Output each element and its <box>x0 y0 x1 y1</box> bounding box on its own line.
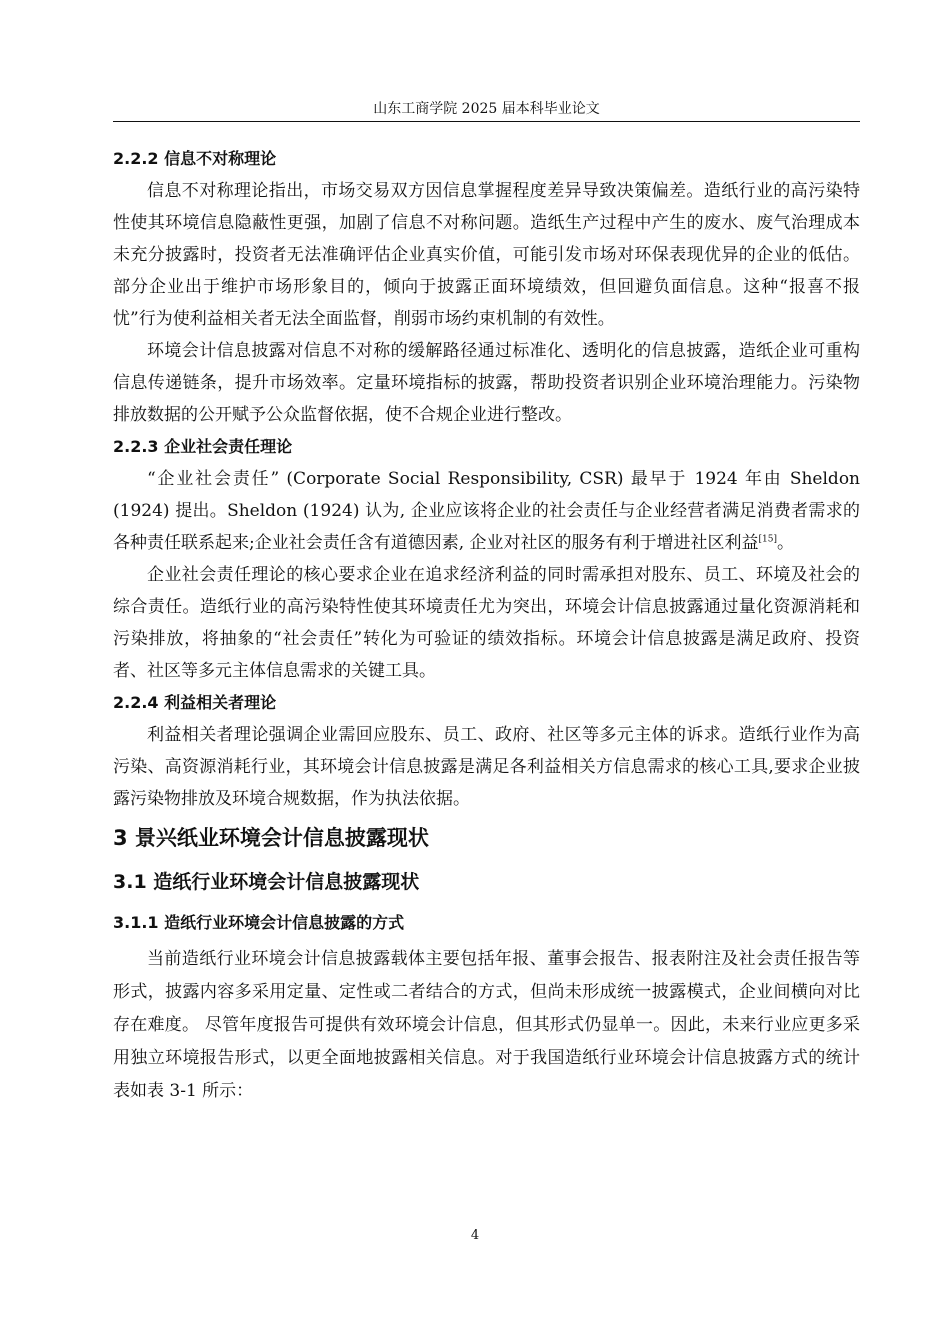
section-heading-2-2-2: 2.2.2 信息不对称理论 <box>113 149 277 168</box>
section-heading-2-2-3: 2.2.3 企业社会责任理论 <box>113 437 293 456</box>
paragraph-2-2-2-2: 环境会计信息披露对信息不对称的缓解路径通过标准化、透明化的信息披露，造纸企业可重构信息传递链条，提升市场效率。定量环境指标的披露，帮助投资者识别企业环境治理能力。污染物排放数据的公开赋予公众监督依据，使不合规企业进行整改。 <box>113 341 860 425</box>
paragraph-2-2-3-1 <box>113 463 860 559</box>
paragraph-3-1-1-1: 当前造纸行业环境会计信息披露载体主要包括年报、董事会报告、报表附注及社会责任报告等形式，披露内容多采用定量、定性或二者结合的方式，但尚未形成统一披露模式，企业间横向对比存在难度。 尽管年度报告可提供有效环境会计信息，但其形式仍显单一。因此，未来行业应更多采用独立环境报告形式，以更全面地披露相关信息。对于我国造纸行业环境会计信息披露方式的统计表如表 3-1 所示： <box>113 949 860 1101</box>
citation-15: [15] <box>758 534 778 545</box>
paragraph-2-2-3-2: 企业社会责任理论的核心要求企业在追求经济利益的同时需承担对股东、员工、环境及社会的综合责任。造纸行业的高污染特性使其环境责任尤为突出，环境会计信息披露通过量化资源消耗和污染排放，将抽象的“社会责任”转化为可验证的绩效指标。环境会计信息披露是满足政府、投资者、社区等多元主体信息需求的关键工具。 <box>113 565 860 681</box>
section-heading-3-1: 3.1 造纸行业环境会计信息披露现状 <box>113 871 420 893</box>
chapter-heading-3: 3 景兴纸业环境会计信息披露现状 <box>113 826 429 850</box>
running-header: 山东工商学院 2025 届本科毕业论文 <box>373 101 600 117</box>
header-rule <box>113 121 860 122</box>
paragraph-2-2-3-1-end: 。 <box>777 533 795 553</box>
paragraph-2-2-4-1: 利益相关者理论强调企业需回应股东、员工、政府、社区等多元主体的诉求。造纸行业作为高污染、高资源消耗行业，其环境会计信息披露是满足各利益相关方信息需求的核心工具,要求企业披露污染物排放及环境合规数据，作为执法依据。 <box>113 725 860 809</box>
page-body <box>113 143 860 1108</box>
paragraph-2-2-2-1: 信息不对称理论指出，市场交易双方因信息掌握程度差异导致决策偏差。造纸行业的高污染特性使其环境信息隐蔽性更强，加剧了信息不对称问题。造纸生产过程中产生的废水、废气治理成本未充分披露时，投资者无法准确评估企业真实价值，可能引发市场对环保表现优异的企业的低估。部分企业出于维护市场形象目的，倾向于披露正面环境绩效，但回避负面信息。这种“报喜不报忧”行为使利益相关者无法全面监督，削弱市场约束机制的有效性。 <box>113 181 860 329</box>
section-heading-3-1-1: 3.1.1 造纸行业环境会计信息披露的方式 <box>113 913 405 932</box>
section-heading-2-2-4: 2.2.4 利益相关者理论 <box>113 693 277 712</box>
page-number: 4 <box>470 1228 480 1243</box>
paragraph-2-2-3-1-text: “企业社会责任” (Corporate Social Responsibility, CSR) 最早于 1924 年由 Sheldon (1924) 提出。Sheldon (1924) 认为, 企业应该将企业的社会责任与企业经营者满足消费者需求的各种责任联系起来;企业社会责任含有道德因素, 企业对社区的服务有利于增进社区利益 <box>113 469 860 553</box>
